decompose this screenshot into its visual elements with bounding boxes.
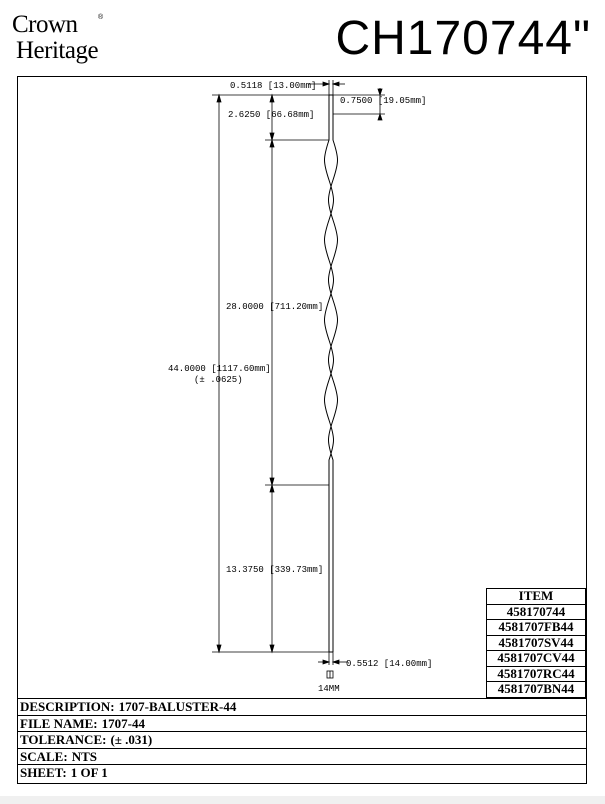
- file-name-value: 1707-44: [101, 715, 145, 731]
- title-block: [17, 698, 587, 781]
- description-value: 1707-BALUSTER-44: [118, 699, 237, 714]
- logo-line-2: Heritage: [16, 37, 99, 64]
- baluster-outline: [325, 95, 338, 652]
- sheet-label: SHEET:: [20, 765, 67, 780]
- item-row: 4581707RC44: [487, 666, 586, 682]
- scale-value: NTS: [71, 748, 97, 764]
- item-row: 4581707SV44: [487, 635, 586, 651]
- item-row: 4581707BN44: [487, 682, 586, 698]
- overall-tolerance-label: (± .0625): [194, 375, 243, 385]
- file-name-row: [17, 715, 587, 732]
- sheet-row: [17, 764, 587, 781]
- lower-plain-label: 13.3750 [339.73mm]: [226, 565, 324, 575]
- upper-plain-label: 2.6250 [66.68mm]: [228, 110, 315, 120]
- file-name-label: FILE NAME:: [20, 715, 98, 731]
- tolerance-row: [17, 731, 587, 748]
- logo-registered-mark: ®: [98, 14, 104, 21]
- overall-length-label: 44.0000 [1117.60mm]: [168, 364, 271, 374]
- scale-row: [17, 748, 587, 765]
- top-width-label: 0.5118 [13.00mm]: [230, 81, 317, 91]
- bottom-width-dimension-line: [318, 652, 348, 665]
- scale-label: SCALE:: [20, 748, 68, 764]
- twist-length-dimension-line: [265, 140, 329, 485]
- bottom-width-label: 0.5512 [14.00mm]: [346, 659, 433, 669]
- item-row: 4581707FB44: [487, 620, 586, 636]
- item-table: [486, 588, 586, 698]
- logo-line-1: Crown: [12, 11, 78, 38]
- tolerance-label: TOLERANCE:: [20, 732, 107, 747]
- item-row: 458170744: [487, 604, 586, 620]
- item-table-header: ITEM: [487, 589, 586, 605]
- sheet-value: 1 OF 1: [70, 765, 108, 780]
- description-row: [17, 698, 587, 715]
- twist-length-label: 28.0000 [711.20mm]: [226, 302, 324, 312]
- square-section-icon: [327, 671, 333, 678]
- top-height-label: 0.7500 [19.05mm]: [340, 96, 427, 106]
- item-row: 4581707CV44: [487, 651, 586, 667]
- part-number-title: CH170744": [335, 12, 591, 65]
- tolerance-value: (± .031): [110, 732, 153, 747]
- page-bottom-strip: [0, 796, 605, 804]
- section-size-label: 14MM: [318, 684, 340, 694]
- description-label: DESCRIPTION:: [20, 699, 115, 714]
